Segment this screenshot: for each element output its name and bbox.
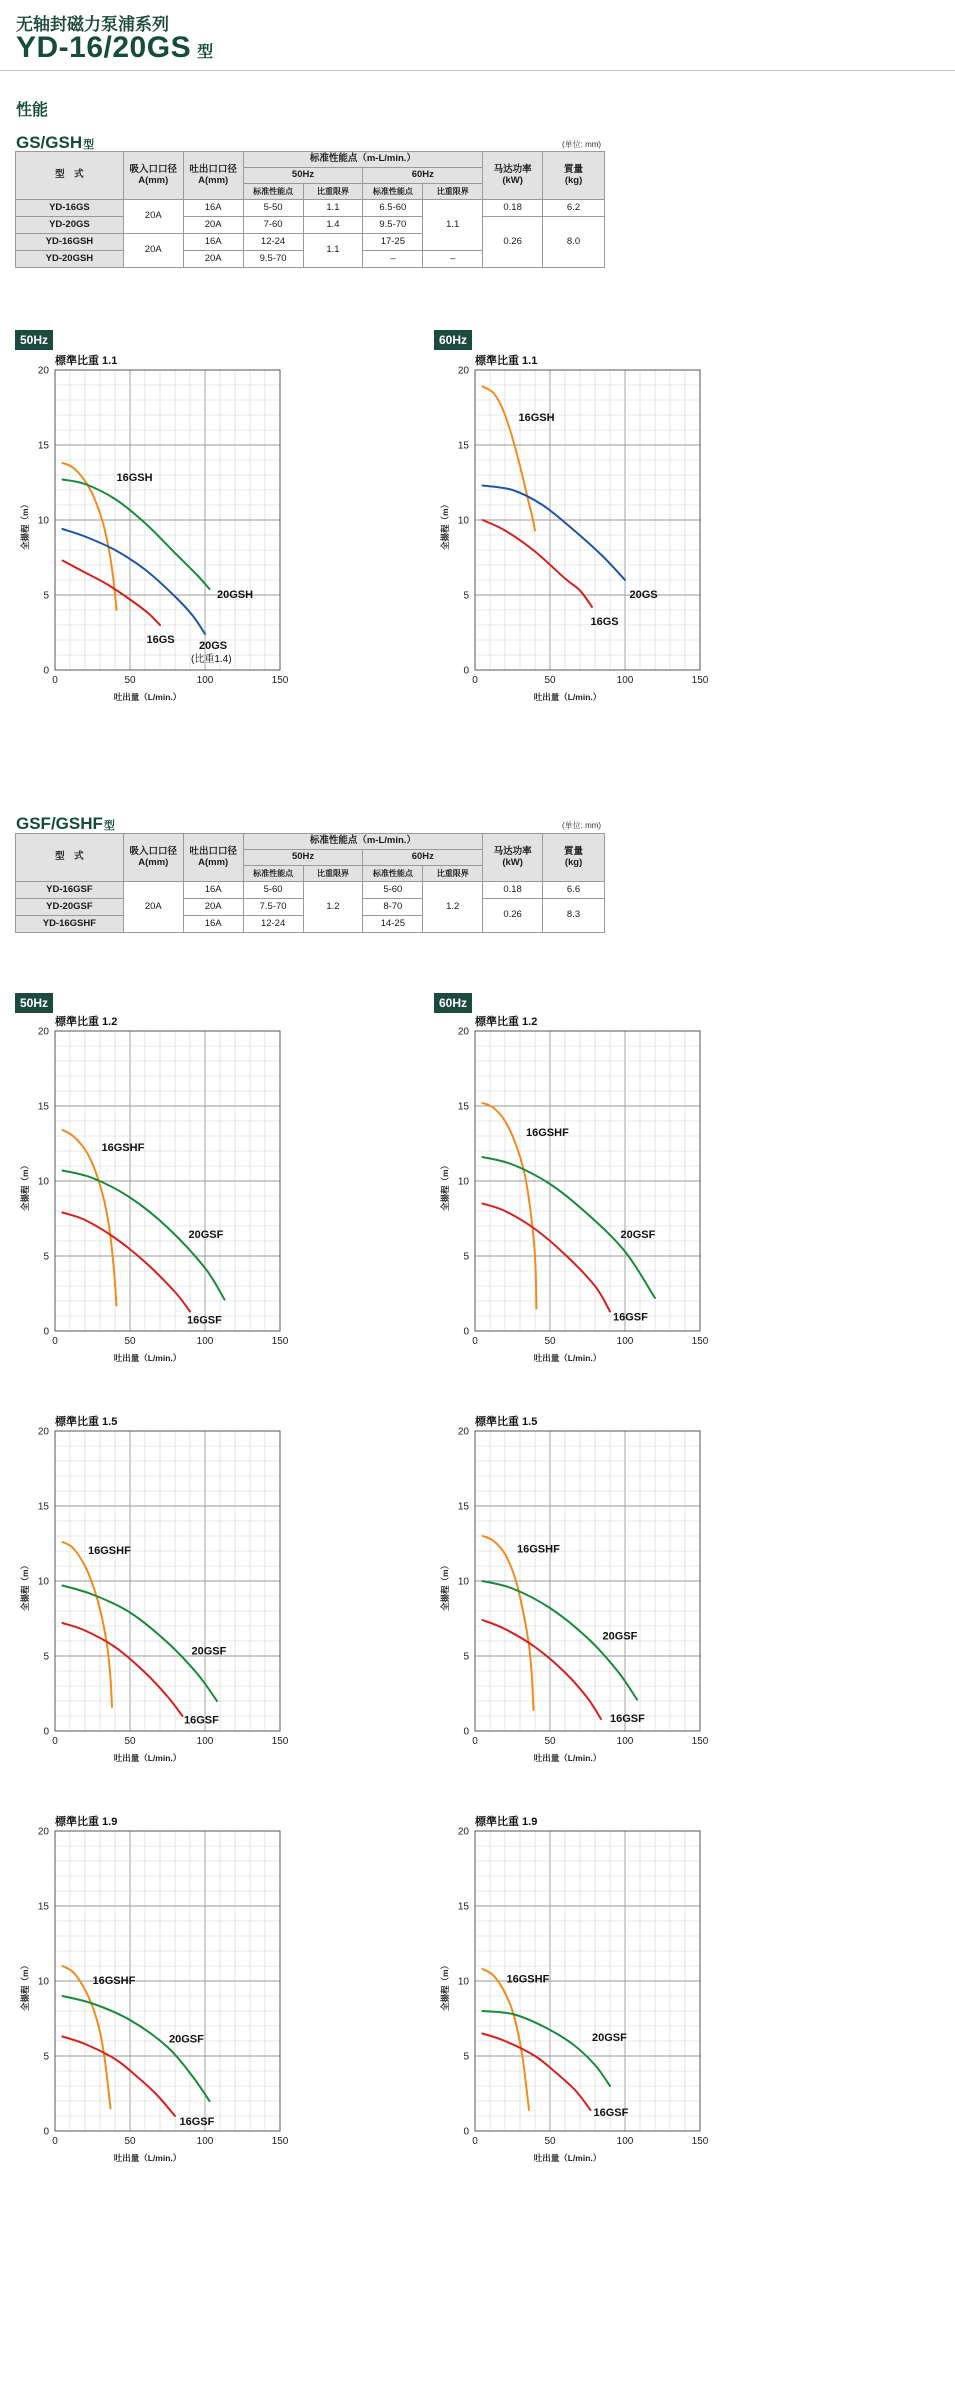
x-tick-label: 100 [196, 1736, 214, 1747]
t2-mass: 8.3 [543, 899, 605, 933]
t1-mass: 6.2 [543, 200, 605, 217]
series-line-20gs [483, 486, 626, 581]
x-tick-label: 50 [544, 675, 556, 686]
t2-p60: 8-70 [363, 899, 423, 916]
x-tick-label: 150 [691, 1336, 709, 1347]
series-label-16gsf: 16GSF [610, 1713, 645, 1725]
y-tick-label: 10 [37, 515, 49, 527]
y-tick-label: 15 [457, 1101, 469, 1113]
t2-h-60hz: 60Hz [363, 850, 483, 866]
y-tick-label: 0 [463, 1726, 469, 1738]
table2-title [16, 814, 115, 834]
y-tick-label: 5 [463, 1651, 469, 1663]
chart-title: 標準比重 1.9 [55, 1816, 118, 1828]
t2-p50: 5-60 [243, 882, 303, 899]
series-line-16gsh [483, 387, 536, 531]
series-line-16gshf [63, 1966, 111, 2109]
t2-h-motor: 马达功率 (kW) [483, 834, 543, 882]
t2-model: YD-16GSHF [16, 916, 124, 933]
t2-discharge: 16A [183, 882, 243, 899]
x-tick-label: 150 [271, 1336, 289, 1347]
chart-60hz-sg15 [430, 1413, 730, 1768]
x-tick-label: 0 [472, 2136, 478, 2147]
t1-model: YD-20GSH [16, 251, 124, 268]
series-line-20gsf [63, 1996, 210, 2101]
x-tick-label: 50 [124, 1336, 136, 1347]
y-axis-label: 全揚程（m） [20, 499, 30, 551]
y-axis-label: 全揚程（m） [440, 1560, 450, 1612]
t1-model: YD-16GSH [16, 234, 124, 251]
page-title-suffix: 型 [197, 44, 214, 61]
y-tick-label: 5 [43, 590, 49, 602]
t1-h-suction: 吸入口口径 A(mm) [123, 152, 183, 200]
series-label-20gs: 20GS [629, 589, 658, 601]
table1-unit: (单位: mm) [562, 140, 602, 149]
x-axis-label: 吐出量（L/min.） [533, 1753, 602, 1763]
table-row [16, 882, 605, 899]
table1-title [16, 133, 94, 153]
y-axis-label: 全揚程（m） [20, 1160, 30, 1212]
t2-discharge: 16A [183, 916, 243, 933]
chart-title: 標準比重 1.5 [55, 1416, 118, 1428]
t1-h-discharge: 吐出口口径 A(mm) [183, 152, 243, 200]
series-line-20gsf [483, 1157, 656, 1298]
t1-p60: 17-25 [363, 234, 423, 251]
t1-h-60-point: 标准性能点 [363, 184, 423, 200]
x-tick-label: 150 [271, 2136, 289, 2147]
t2-model: YD-16GSF [16, 882, 124, 899]
y-axis-label: 全揚程（m） [20, 1960, 30, 2012]
t1-sg50: 1.1 [303, 234, 363, 268]
x-tick-label: 100 [196, 1336, 214, 1347]
table-row [16, 200, 605, 217]
series-line-16gshf [483, 1969, 530, 2110]
y-tick-label: 10 [457, 1976, 469, 1988]
table1 [15, 151, 605, 268]
y-axis-label: 全揚程（m） [440, 1960, 450, 2012]
page-title-text: YD-16/20GS [16, 31, 192, 64]
y-tick-label: 10 [37, 1176, 49, 1188]
y-tick-label: 15 [37, 1901, 49, 1913]
chart-title: 標準比重 1.2 [55, 1016, 118, 1028]
series-label-20gsh: 20GSH [217, 589, 254, 601]
series-label-16gshf: 16GSHF [526, 1127, 569, 1139]
series-label-20gs: 20GS [199, 640, 228, 652]
t2-motor: 0.26 [483, 899, 543, 933]
x-tick-label: 150 [691, 1736, 709, 1747]
series-label-16gshf: 16GSHF [88, 1545, 131, 1557]
t1-h-60-sg: 比重限界 [423, 184, 483, 200]
chart-60hz-sg19 [430, 1813, 730, 2168]
y-tick-label: 0 [43, 1726, 49, 1738]
x-tick-label: 100 [616, 2136, 634, 2147]
y-tick-label: 10 [457, 515, 469, 527]
chart-grid [475, 1031, 700, 1331]
x-tick-label: 150 [271, 675, 289, 686]
y-tick-label: 10 [37, 1576, 49, 1588]
t1-suction: 20A [123, 200, 183, 234]
series-sublabel: (比重1.4) [191, 654, 232, 665]
y-tick-label: 0 [43, 665, 49, 677]
t2-sg50: 1.2 [303, 882, 363, 933]
x-tick-label: 100 [616, 1336, 634, 1347]
t2-h-model: 型 式 [16, 834, 124, 882]
table2-title-suffix: 型 [103, 820, 115, 832]
series-line-20gsf [483, 2011, 611, 2086]
y-tick-label: 15 [37, 1101, 49, 1113]
t2-p50: 7.5-70 [243, 899, 303, 916]
y-tick-label: 0 [43, 1326, 49, 1338]
t2-model: YD-20GSF [16, 899, 124, 916]
x-tick-label: 100 [616, 675, 634, 686]
t2-h-suction: 吸入口口径 A(mm) [123, 834, 183, 882]
y-tick-label: 10 [37, 1976, 49, 1988]
series-label-20gsf: 20GSF [620, 1229, 656, 1241]
t2-discharge: 20A [183, 899, 243, 916]
x-tick-label: 0 [472, 675, 478, 686]
series-label-20gsf: 20GSF [191, 1645, 227, 1658]
t1-sg60: – [423, 251, 483, 268]
x-axis-label: 吐出量（L/min.） [533, 2153, 602, 2163]
series-line-16gsf [63, 1213, 191, 1312]
t1-h-motor: 马达功率 (kW) [483, 152, 543, 200]
series-label-16gs: 16GS [590, 616, 619, 628]
page-title [16, 31, 214, 65]
t2-mass: 6.6 [543, 882, 605, 899]
y-tick-label: 0 [463, 665, 469, 677]
y-axis-label: 全揚程（m） [440, 499, 450, 551]
y-tick-label: 15 [457, 440, 469, 452]
table2 [15, 833, 605, 933]
series-label-16gsf: 16GSF [184, 1714, 219, 1727]
series-label-16gsf: 16GSF [593, 2107, 629, 2119]
hz-badge-50: 50Hz [15, 330, 53, 350]
x-tick-label: 50 [544, 2136, 556, 2147]
x-tick-label: 150 [691, 2136, 709, 2147]
y-tick-label: 5 [463, 1251, 469, 1263]
y-tick-label: 0 [463, 2126, 469, 2138]
series-line-16gsf [483, 1204, 611, 1312]
chart-50hz-sg12 [10, 1013, 310, 1368]
t1-model: YD-20GS [16, 217, 124, 234]
t1-sg50: 1.1 [303, 200, 363, 217]
header-divider [0, 70, 955, 71]
t1-mass: 8.0 [543, 217, 605, 268]
series-line-20gsf [63, 1586, 218, 1702]
chart-title: 標準比重 1.9 [475, 1816, 538, 1828]
t1-h-perf: 标准性能点（m-L/min.） [243, 152, 483, 168]
series-label-16gshf: 16GSHF [506, 1973, 550, 1986]
y-axis-label: 全揚程（m） [440, 1160, 450, 1212]
chart-grid [55, 1831, 280, 2131]
t1-discharge: 16A [183, 234, 243, 251]
table2-unit: (单位: mm) [562, 821, 602, 830]
series-label-16gsf: 16GSF [179, 2116, 215, 2128]
t2-p60: 5-60 [363, 882, 423, 899]
series-label-16gshf: 16GSHF [92, 1975, 136, 1987]
x-axis-label: 吐出量（L/min.） [533, 692, 602, 702]
chart-title: 標準比重 1.2 [475, 1016, 538, 1028]
t2-h-50-point: 标准性能点 [243, 866, 303, 882]
t1-h-50hz: 50Hz [243, 168, 363, 184]
series-line-16gs [483, 520, 593, 607]
y-tick-label: 5 [43, 1251, 49, 1263]
series-label-16gs: 16GS [146, 634, 175, 646]
t1-motor: 0.18 [483, 200, 543, 217]
chart-title: 標準比重 1.5 [475, 1416, 538, 1428]
y-tick-label: 20 [37, 1426, 49, 1438]
t1-h-mass: 質量 (kg) [543, 152, 605, 200]
t1-h-model: 型 式 [16, 152, 124, 200]
y-tick-label: 15 [37, 440, 49, 452]
x-tick-label: 150 [271, 1736, 289, 1747]
t2-h-60-point: 标准性能点 [363, 866, 423, 882]
t1-p50: 5-50 [243, 200, 303, 217]
series-line-20gs [63, 529, 206, 634]
x-axis-label: 吐出量（L/min.） [113, 1353, 182, 1363]
table1-title-suffix: 型 [83, 139, 95, 151]
t2-h-50-sg: 比重限界 [303, 866, 363, 882]
x-tick-label: 0 [472, 1336, 478, 1347]
chart-grid [55, 1031, 280, 1331]
x-axis-label: 吐出量（L/min.） [113, 1753, 182, 1763]
chart-grid [55, 1431, 280, 1731]
chart-grid [55, 370, 280, 670]
table1-title-text: GS/GSH [16, 133, 83, 152]
t1-p60: 9.5-70 [363, 217, 423, 234]
t1-p60: – [363, 251, 423, 268]
series-label-16gsf: 16GSF [187, 1314, 222, 1327]
series-label-16gshf: 16GSHF [517, 1543, 560, 1556]
y-tick-label: 20 [37, 1026, 49, 1038]
y-tick-label: 5 [463, 2051, 469, 2063]
t2-h-perf: 标准性能点（m-L/min.） [243, 834, 483, 850]
series-label-20gsf: 20GSF [169, 2033, 204, 2046]
t2-p60: 14-25 [363, 916, 423, 933]
x-axis-label: 吐出量（L/min.） [113, 692, 182, 702]
header-subtitle: 无轴封磁力泵浦系列 [16, 15, 169, 34]
y-tick-label: 5 [463, 590, 469, 602]
t1-motor: 0.26 [483, 217, 543, 268]
chart-60hz-sg11 [430, 352, 730, 707]
y-tick-label: 20 [457, 365, 469, 377]
t1-discharge: 20A [183, 251, 243, 268]
t2-h-discharge: 吐出口口径 A(mm) [183, 834, 243, 882]
series-line-16gsf [63, 2037, 176, 2117]
x-tick-label: 0 [52, 1736, 58, 1747]
x-tick-label: 50 [124, 675, 136, 686]
series-label-20gsf: 20GSF [592, 2032, 627, 2044]
series-label-16gsh: 16GSH [518, 412, 555, 424]
series-line-16gsf [63, 1623, 183, 1716]
y-tick-label: 15 [457, 1501, 469, 1513]
x-axis-label: 吐出量（L/min.） [533, 1353, 602, 1363]
t1-model: YD-16GS [16, 200, 124, 217]
y-tick-label: 20 [457, 1826, 469, 1838]
t1-discharge: 16A [183, 200, 243, 217]
x-axis-label: 吐出量（L/min.） [113, 2153, 182, 2163]
chart-grid [475, 1431, 700, 1731]
chart-50hz-sg19 [10, 1813, 310, 2168]
chart-50hz-sg11 [10, 352, 310, 707]
section-title: 性能 [16, 102, 49, 119]
x-tick-label: 100 [616, 1736, 634, 1747]
chart-title: 標準比重 1.1 [475, 355, 538, 367]
t1-sg60: 1.1 [423, 200, 483, 251]
t1-h-60hz: 60Hz [363, 168, 483, 184]
t1-sg50: 1.4 [303, 217, 363, 234]
t1-h-50-sg: 比重限界 [303, 184, 363, 200]
chart-60hz-sg12 [430, 1013, 730, 1368]
t2-sg60: 1.2 [423, 882, 483, 933]
y-tick-label: 20 [457, 1026, 469, 1038]
t2-h-50hz: 50Hz [243, 850, 363, 866]
chart-grid [475, 370, 700, 670]
x-tick-label: 0 [52, 675, 58, 686]
y-tick-label: 20 [37, 365, 49, 377]
series-label-20gsf: 20GSF [602, 1630, 638, 1643]
table2-title-text: GSF/GSHF [16, 814, 103, 833]
x-tick-label: 0 [52, 1336, 58, 1347]
y-tick-label: 15 [37, 1501, 49, 1513]
y-tick-label: 0 [43, 2126, 49, 2138]
series-label-20gsf: 20GSF [188, 1229, 224, 1241]
t1-discharge: 20A [183, 217, 243, 234]
t1-h-50-point: 标准性能点 [243, 184, 303, 200]
y-axis-label: 全揚程（m） [20, 1560, 30, 1612]
t2-motor: 0.18 [483, 882, 543, 899]
hz-badge-50: 50Hz [15, 993, 53, 1013]
t2-suction: 20A [123, 882, 183, 933]
x-tick-label: 150 [691, 675, 709, 686]
hz-badge-60: 60Hz [434, 993, 472, 1013]
series-label-16gshf: 16GSHF [101, 1142, 145, 1154]
x-tick-label: 100 [196, 2136, 214, 2147]
x-tick-label: 50 [124, 1736, 136, 1747]
y-tick-label: 5 [43, 2051, 49, 2063]
table-row [16, 217, 605, 234]
series-line-16gshf [63, 1130, 117, 1306]
x-tick-label: 50 [124, 2136, 136, 2147]
y-tick-label: 15 [457, 1901, 469, 1913]
t2-p50: 12-24 [243, 916, 303, 933]
hz-badge-60: 60Hz [434, 330, 472, 350]
t1-p50: 12-24 [243, 234, 303, 251]
y-tick-label: 5 [43, 1651, 49, 1663]
y-tick-label: 0 [463, 1326, 469, 1338]
x-tick-label: 0 [52, 2136, 58, 2147]
t2-h-60-sg: 比重限界 [423, 866, 483, 882]
x-tick-label: 100 [196, 675, 214, 686]
chart-50hz-sg15 [10, 1413, 310, 1768]
series-label-16gsf: 16GSF [613, 1311, 648, 1324]
t1-p50: 7-60 [243, 217, 303, 234]
chart-title: 標準比重 1.1 [55, 355, 118, 367]
t1-suction: 20A [123, 234, 183, 268]
y-tick-label: 20 [37, 1826, 49, 1838]
y-tick-label: 20 [457, 1426, 469, 1438]
t2-h-mass: 質量 (kg) [543, 834, 605, 882]
t1-p60: 6.5-60 [363, 200, 423, 217]
x-tick-label: 50 [544, 1336, 556, 1347]
y-tick-label: 10 [457, 1176, 469, 1188]
series-label-16gsh: 16GSH [116, 472, 153, 484]
t1-p50: 9.5-70 [243, 251, 303, 268]
x-tick-label: 0 [472, 1736, 478, 1747]
y-tick-label: 10 [457, 1576, 469, 1588]
x-tick-label: 50 [544, 1736, 556, 1747]
